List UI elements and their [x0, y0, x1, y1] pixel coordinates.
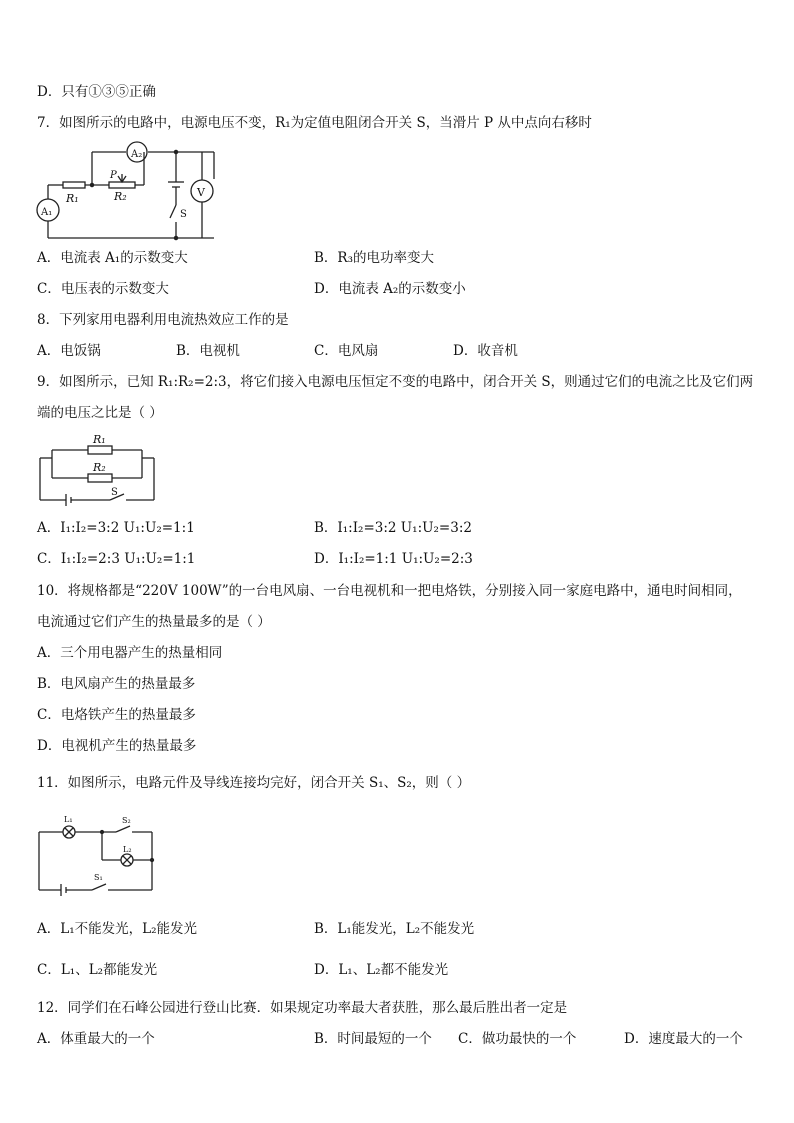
q11-stem: 11．如图所示，电路元件及导线连接均完好，闭合开关 S₁、S₂，则（ ）	[37, 775, 471, 791]
q11-option-b: B．L₁能发光，L₂不能发光	[314, 921, 475, 937]
q6-option-d: D．只有①③⑤正确	[37, 84, 156, 100]
q9-label-r2: R₂	[93, 461, 106, 474]
q8-option-c: C．电风扇	[314, 343, 379, 359]
q9-circuit-diagram	[38, 432, 158, 506]
q7-label-r2: R₂	[114, 190, 127, 203]
q11-label-s2: S₂	[122, 816, 131, 825]
q12-option-c: C．做功最快的一个	[458, 1031, 577, 1047]
q10-option-a: A．三个用电器产生的热量相同	[37, 645, 223, 661]
q7-option-c: C．电压表的示数变大	[37, 281, 169, 297]
q7-circuit-diagram	[36, 138, 218, 244]
q7-label-a2: A₂	[131, 149, 143, 160]
q9-label-s: S	[111, 487, 118, 498]
q7-label-r1: R₁	[66, 192, 79, 205]
q12-stem: 12．同学们在石峰公园进行登山比赛．如果规定功率最大者获胜，那么最后胜出者一定是	[37, 1000, 568, 1016]
q11-label-l1: L₁	[64, 815, 73, 824]
q11-label-l2: L₂	[123, 845, 132, 854]
q7-label-a1: A₁	[41, 207, 53, 218]
q9-stem-line2: 端的电压之比是（ ）	[37, 405, 163, 421]
q10-stem-line1: 10．将规格都是“220V 100W”的一台电风扇、一台电视机和一把电烙铁，分别接入同一家庭电路中，通电时间相同，	[37, 583, 742, 599]
q8-stem: 8．下列家用电器利用电流热效应工作的是	[37, 312, 289, 328]
q7-option-a: A．电流表 A₁的示数变大	[37, 250, 188, 266]
q11-circuit-diagram	[36, 812, 156, 894]
q10-option-b: B．电风扇产生的热量最多	[37, 676, 196, 692]
q9-option-c: C．I₁:I₂=2:3 U₁:U₂=1:1	[37, 551, 196, 567]
q11-option-a: A．L₁不能发光，L₂能发光	[37, 921, 198, 937]
q11-option-d: D．L₁、L₂都不能发光	[314, 962, 449, 978]
q11-option-c: C．L₁、L₂都能发光	[37, 962, 158, 978]
q9-option-b: B．I₁:I₂=3:2 U₁:U₂=3:2	[314, 520, 472, 536]
q8-option-d: D．收音机	[453, 343, 518, 359]
q9-stem-line1: 9．如图所示，已知 R₁:R₂=2:3，将它们接入电源电压恒定不变的电路中，闭合开关 S，则通过它们的电流之比及它们两	[37, 374, 754, 390]
q7-stem: 7．如图所示的电路中，电源电压不变，R₁为定值电阻闭合开关 S，当滑片 P 从中点向右移时	[37, 115, 592, 131]
q12-option-a: A．体重最大的一个	[37, 1031, 155, 1047]
q8-option-a: A．电饭锅	[37, 343, 101, 359]
q7-option-b: B．R₃的电功率变大	[314, 250, 434, 266]
q7-option-d: D．电流表 A₂的示数变小	[314, 281, 466, 297]
q7-label-v: V	[197, 186, 205, 199]
q12-option-d: D．速度最大的一个	[624, 1031, 743, 1047]
q9-option-d: D．I₁:I₂=1:1 U₁:U₂=2:3	[314, 551, 473, 567]
q8-option-b: B．电视机	[176, 343, 240, 359]
q10-stem-line2: 电流通过它们产生的热量最多的是（ ）	[37, 614, 271, 630]
q9-label-r1: R₁	[93, 433, 106, 446]
q12-option-b: B．时间最短的一个	[314, 1031, 432, 1047]
q11-label-s1: S₁	[94, 873, 103, 882]
q7-label-s: S	[180, 209, 187, 220]
q7-label-p: P	[110, 170, 117, 181]
q10-option-c: C．电烙铁产生的热量最多	[37, 707, 196, 723]
q10-option-d: D．电视机产生的热量最多	[37, 738, 197, 754]
q9-option-a: A．I₁:I₂=3:2 U₁:U₂=1:1	[37, 520, 195, 536]
